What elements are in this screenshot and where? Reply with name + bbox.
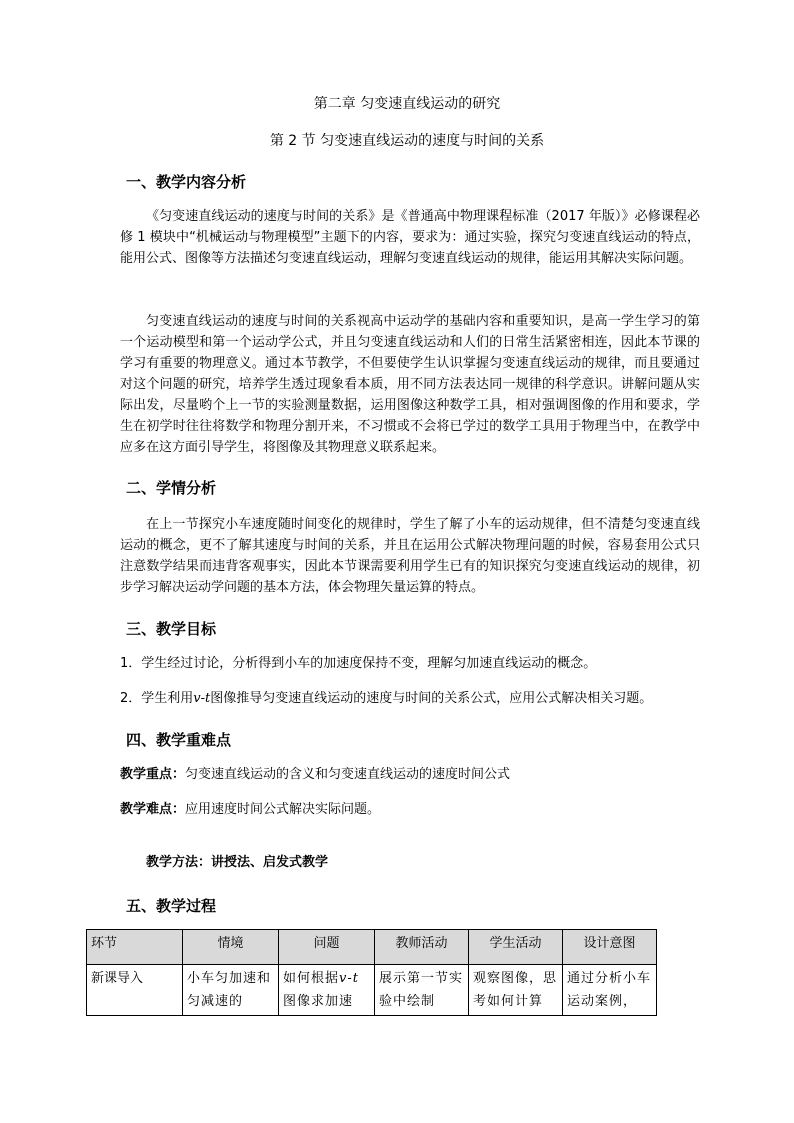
learner-analysis-paragraph: 在上一节探究小车速度随时间变化的规律时，学生了解了小车的运动规律，但不清楚匀变速直线运动的概念，更不了解其速度与时间的关系，并且在运用公式解决物理问题的时候，容易套用公式只注意数学结果而违背客观事实，因此本节课需要利用学生已有的知识探究匀变速直线运动的规律，初步学习解决运动学问题的基本方法，体会物理矢量运算的特点。	[120, 517, 700, 595]
section-heading-key-points: 四、教学重难点	[126, 731, 232, 749]
teaching-focus-label: 教学重点：	[120, 767, 186, 782]
objective-2-suffix: 图像推导匀变速直线运动的速度与时间的关系公式，应用公式解决相关习题。	[210, 691, 653, 706]
section-heading-content-analysis: 一、教学内容分析	[126, 173, 247, 191]
question-prefix: 如何根据	[283, 971, 340, 986]
table-header-cell: 环节	[87, 930, 183, 965]
table-cell-stage: 新课导入	[87, 965, 183, 1016]
teaching-focus	[120, 765, 510, 785]
objective-2-prefix: 2．学生利用	[120, 691, 194, 706]
teaching-difficulty-label: 教学难点：	[120, 802, 186, 817]
teaching-focus-text: 匀变速直线运动的含义和匀变速直线运动的速度时间公式	[185, 767, 511, 782]
table-cell-situation: 小车匀加速和匀减速的	[183, 965, 279, 1016]
section-heading-objectives: 三、教学目标	[126, 620, 217, 638]
teaching-difficulty-text: 应用速度时间公式解决实际问题。	[185, 802, 381, 817]
content-analysis-paragraph-1: 《匀变速直线运动的速度与时间的关系》是《普通高中物理课程标准（2017 年版）》必修课程必修 1 模块中“机械运动与物理模型”主题下的内容，要求为：通过实验，探究匀变速直线运动的特点，能用公式、图像等方法描述匀变速直线运动，理解匀变速直线运动的规律，能运用其解决实际问题。	[120, 209, 700, 266]
teaching-difficulty	[120, 800, 380, 820]
section-heading-learner-analysis: 二、学情分析	[126, 479, 217, 497]
table-header-cell: 问题	[279, 930, 375, 965]
objective-2	[120, 689, 652, 709]
content-analysis-paragraph-2: 匀变速直线运动的速度与时间的关系视高中运动学的基础内容和重要知识，是高一学生学习的第一个运动模型和第一个运动学公式，并且匀变速直线运动和人们的日常生活紧密相连，因此本节课的学习有重要的物理意义。通过本节教学，不但要使学生认识掌握匀变速直线运动的规律，而且要通过对这个问题的研究，培养学生透过现象看本质，用不同方法表达同一规律的科学意识。讲解问题从实际出发，尽量哟个上一节的实验测量数据，运用图像这种数学工具，相对强调图像的作用和要求，学生在初学时往往将数学和物理分割开来，不习惯或不会将已学过的数学工具用于物理当中，在教学中应多在这方面引导学生，将图像及其物理意义联系起来。	[120, 314, 700, 455]
table-cell-question	[279, 965, 375, 1016]
table-header-row	[87, 930, 657, 965]
teaching-method: 教学方法：讲授法、启发式教学	[146, 855, 329, 870]
table-header-cell: 设计意图	[563, 930, 657, 965]
table-header-cell: 情境	[183, 930, 279, 965]
objective-1: 1．学生经过讨论，分析得到小车的加速度保持不变，理解匀加速直线运动的概念。	[120, 656, 597, 671]
teaching-process-table	[86, 929, 657, 1016]
table-header-cell: 教师活动	[375, 930, 469, 965]
section-title: 第 2 节 匀变速直线运动的速度与时间的关系	[269, 133, 545, 149]
table-cell-design-intent: 通过分析小车运动案例，	[563, 965, 657, 1016]
section-heading-process: 五、教学过程	[126, 897, 217, 915]
table-row	[87, 965, 657, 1016]
table-cell-teacher-activity: 展示第一节实验中绘制	[375, 965, 469, 1016]
table-header-cell: 学生活动	[469, 930, 563, 965]
table-cell-student-activity: 观察图像，思考如何计算	[469, 965, 563, 1016]
question-vt-symbol: v-t	[339, 971, 359, 986]
chapter-title: 第二章 匀变速直线运动的研究	[313, 96, 501, 112]
objective-2-vt-symbol: v-t	[193, 691, 211, 706]
question-suffix: 图像求加速	[283, 994, 354, 1009]
